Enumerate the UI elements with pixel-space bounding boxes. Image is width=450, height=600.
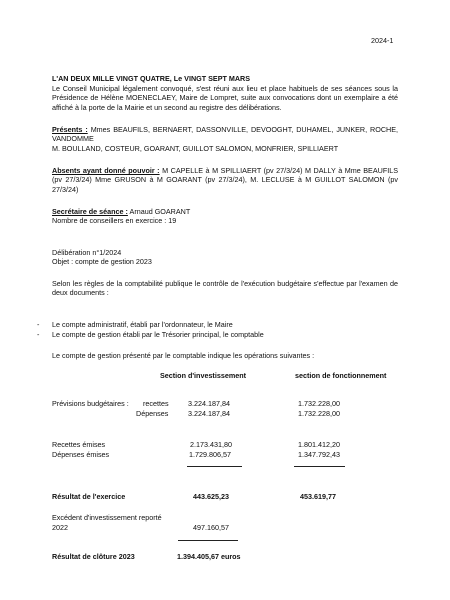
resultat-fonctionnement: 453.619,77 xyxy=(300,492,336,501)
absents-section xyxy=(52,166,398,194)
previsions-recettes-label: recettes xyxy=(143,399,169,408)
document-item-2: Le compte de gestion établi par le Trésorier principal, le comptable xyxy=(52,330,264,339)
column-fonctionnement: section de fonctionnement xyxy=(295,371,387,380)
cloture-label: Résultat de clôture 2023 xyxy=(52,552,135,561)
rule-fonctionnement xyxy=(294,466,345,467)
rules-paragraph: Selon les règles de la comptabilité publique le contrôle de l'exécution budgétaire s'effectue par l'examen de deux documents : xyxy=(52,279,398,298)
depenses-emises-label: Dépenses émises xyxy=(52,450,110,459)
previsions-inv-depenses: 3.224.187,84 xyxy=(188,409,230,418)
previsions-depenses-label: Dépenses xyxy=(136,409,169,418)
previsions-inv-recettes: 3.224.187,84 xyxy=(188,399,230,408)
presents-section xyxy=(52,125,398,144)
previsions-label: Prévisions budgétaires : xyxy=(52,399,129,408)
document-item-1: Le compte administratif, établi par l'ordonnateur, le Maire xyxy=(52,320,233,329)
emises-inv-depenses: 1.729.806,57 xyxy=(189,450,231,459)
conseillers-count: Nombre de conseillers en exercice : 19 xyxy=(52,216,177,225)
intro-paragraph: Le Conseil Municipal légalement convoqué, s'est réuni aux lieu et place habituels de ses séances sous la Présidence de Hélène MOENECLAEY, Maire de Lompret, suite aux convocations dont un exemplaire a été affiché à la porte de la Mairie et un second au registre des délibérations. xyxy=(52,84,398,112)
page-number: 2024-1 xyxy=(371,36,394,45)
presents-label: Présents : xyxy=(52,125,88,134)
excedent-year: 2022 xyxy=(52,523,68,532)
rule-investissement xyxy=(187,466,242,467)
bullet-1: - xyxy=(37,320,40,329)
presents-line2: M. BOULLAND, COSTEUR, GOARANT, GUILLOT SALOMON, MONFRIER, SPILLIAERT xyxy=(52,144,339,153)
secretaire-label: Secrétaire de séance : xyxy=(52,207,128,216)
recettes-emises-label: Recettes émises xyxy=(52,440,106,449)
resultat-investissement: 443.625,23 xyxy=(193,492,229,501)
emises-fon-depenses: 1.347.792,43 xyxy=(298,450,340,459)
bullet-2: - xyxy=(37,330,40,339)
previsions-fon-depenses: 1.732.228,00 xyxy=(298,409,340,418)
previsions-fon-recettes: 1.732.228,00 xyxy=(298,399,340,408)
deliberation-number: Délibération n°1/2024 xyxy=(52,248,122,257)
secretaire-line xyxy=(52,207,190,216)
emises-fon-recettes: 1.801.412,20 xyxy=(298,440,340,449)
deliberation-objet: Objet : compte de gestion 2023 xyxy=(52,257,152,266)
resultat-label: Résultat de l'exercice xyxy=(52,492,126,501)
presents-line1: Mmes BEAUFILS, BERNAERT, DASSONVILLE, DEVOOGHT, DUHAMEL, JUNKER, ROCHE, VANDOMME xyxy=(52,125,399,144)
excedent-value: 497.160,57 xyxy=(193,523,229,532)
column-investissement: Section d'investissement xyxy=(160,371,246,380)
secretaire-name: Arnaud GOARANT xyxy=(129,207,191,216)
absents-text: M CAPELLE à M SPILLIAERT (pv 27/3/24) M DALLY à Mme BEAUFILS (pv 27/3/24) Mme GRUSON à M GOARANT (pv 27/3/24), M. LECLUSE à M GUILLOT SALOMON (pv 27/3/24) xyxy=(52,166,398,194)
rule-excedent xyxy=(178,540,238,541)
absents-label: Absents ayant donné pouvoir : xyxy=(52,166,160,175)
heading: L'AN DEUX MILLE VINGT QUATRE, Le VINGT SEPT MARS xyxy=(52,74,251,83)
cloture-value: 1.394.405,67 euros xyxy=(177,552,241,561)
emises-inv-recettes: 2.173.431,80 xyxy=(190,440,232,449)
excedent-label: Excédent d'investissement reporté xyxy=(52,513,162,522)
operations-intro: Le compte de gestion présenté par le comptable indique les opérations suivantes : xyxy=(52,351,315,360)
